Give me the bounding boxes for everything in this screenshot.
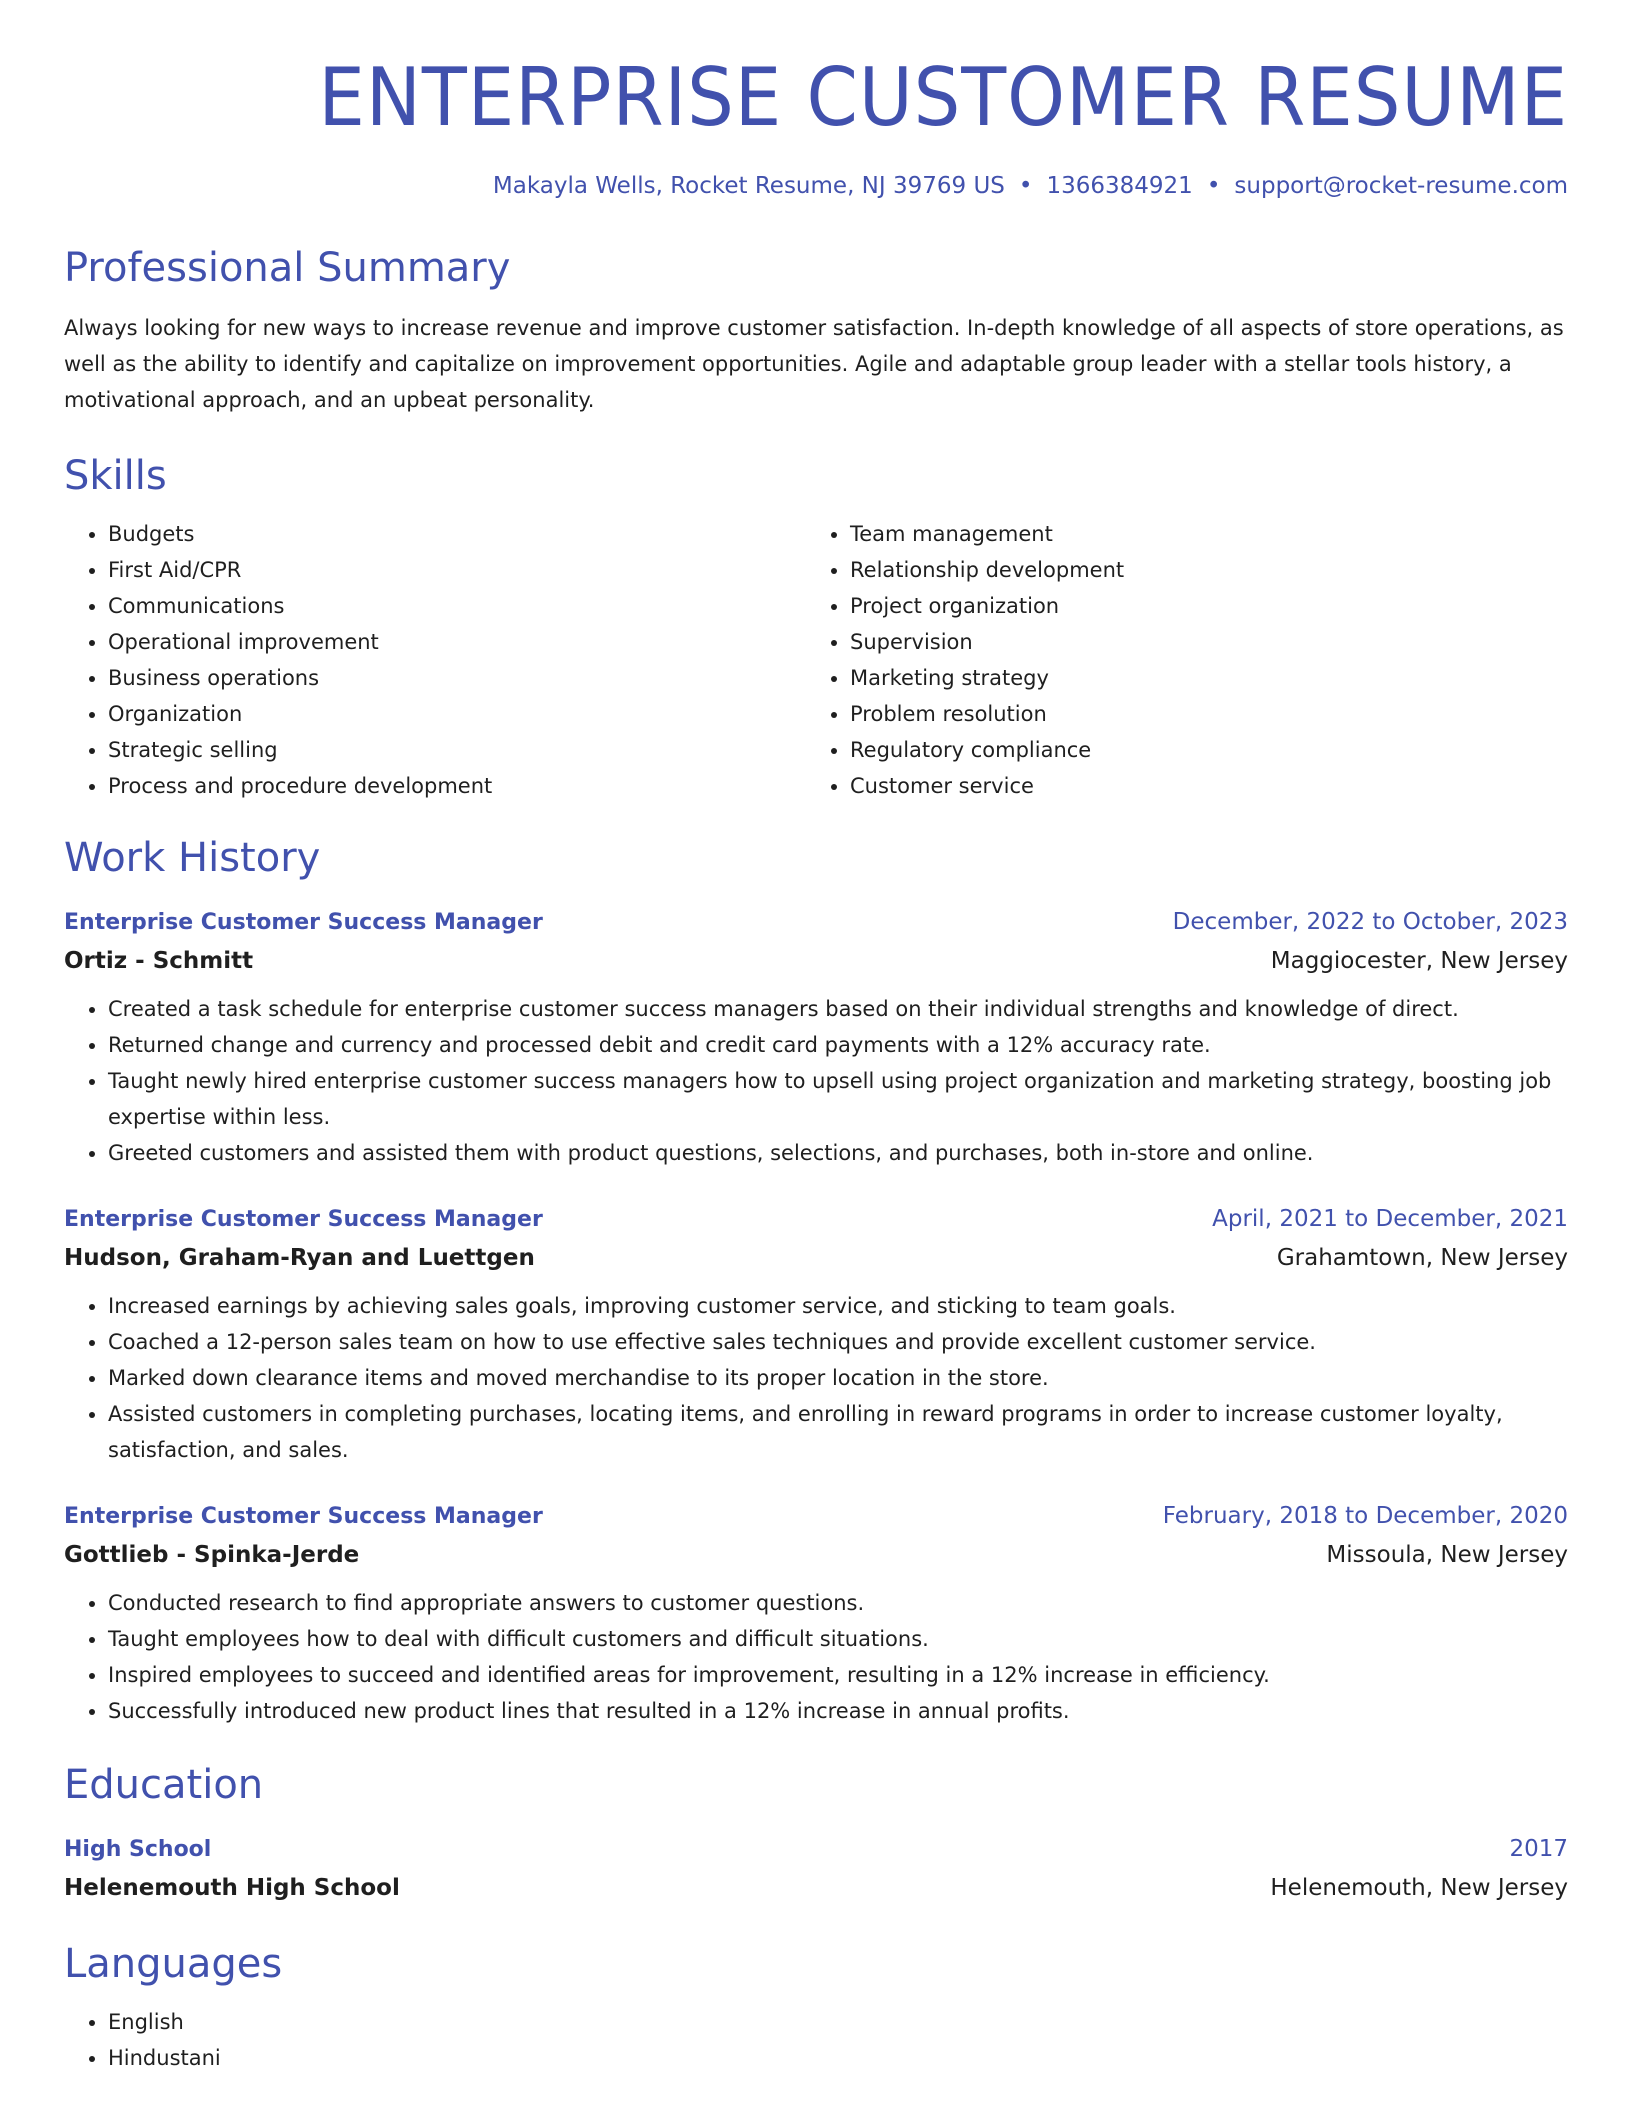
skill-item: • Supervision bbox=[850, 624, 1548, 660]
job-role: Enterprise Customer Success Manager bbox=[64, 910, 543, 935]
skill-item: • Communications bbox=[108, 588, 806, 624]
job-bullets bbox=[64, 991, 1568, 1171]
job-bullet: • Increased earnings by achieving sales goals, improving customer service, and sticking to team goals. bbox=[108, 1288, 1568, 1324]
skill-item: • Process and procedure development bbox=[108, 768, 806, 804]
skill-item: • Business operations bbox=[108, 660, 806, 696]
job-dates: April, 2021 to December, 2021 bbox=[1212, 1206, 1568, 1232]
skill-item: • Regulatory compliance bbox=[850, 732, 1548, 768]
job-bullet: • Created a task schedule for enterprise customer success managers based on their individual strengths and knowledge of direct. bbox=[108, 991, 1568, 1027]
job-bullet: • Marked down clearance items and moved merchandise to its proper location in the store. bbox=[108, 1360, 1568, 1396]
job-bullet: • Inspired employees to succeed and identified areas for improvement, resulting in a 12% increase in efficiency. bbox=[108, 1657, 1568, 1693]
contact-separator: • bbox=[1018, 173, 1033, 199]
job-bullets bbox=[64, 1585, 1568, 1729]
job-company: Gottlieb - Spinka-Jerde bbox=[64, 1542, 360, 1568]
job-bullet: • Greeted customers and assisted them with product questions, selections, and purchases, both in-store and online. bbox=[108, 1135, 1568, 1171]
education-year: 2017 bbox=[1509, 1836, 1568, 1862]
skills-list-right bbox=[806, 516, 1548, 804]
job-role: Enterprise Customer Success Manager bbox=[64, 1207, 543, 1232]
contact-email[interactable]: support@rocket-resume.com bbox=[1234, 173, 1568, 199]
contact-phone: 1366384921 bbox=[1046, 173, 1193, 199]
job-entry bbox=[64, 1498, 1568, 1729]
job-location: Maggiocester, New Jersey bbox=[1270, 948, 1568, 974]
education-entry bbox=[64, 1831, 1568, 1908]
job-role: Enterprise Customer Success Manager bbox=[64, 1504, 543, 1529]
summary-text: Always looking for new ways to increase revenue and improve customer satisfaction. In-depth knowledge of all aspects of store operations, as well as the ability to identify and capitalize on improvement opportunities. Agile and adaptable group leader with a stellar tools history, a motivational approach, and an upbeat personality. bbox=[64, 316, 1564, 412]
languages-list bbox=[64, 2004, 1568, 2076]
languages-heading: Languages bbox=[64, 1941, 283, 1987]
job-bullet: • Taught employees how to deal with difficult customers and difficult situations. bbox=[108, 1621, 1568, 1657]
job-bullet: • Returned change and currency and processed debit and credit card payments with a 12% accuracy rate. bbox=[108, 1027, 1568, 1063]
job-entry bbox=[64, 904, 1568, 1171]
job-bullet: • Conducted research to find appropriate answers to customer questions. bbox=[108, 1585, 1568, 1621]
skill-item: • Problem resolution bbox=[850, 696, 1548, 732]
job-entry bbox=[64, 1201, 1568, 1468]
work-history-heading: Work History bbox=[64, 835, 321, 881]
job-bullet: • Successfully introduced new product lines that resulted in a 12% increase in annual profits. bbox=[108, 1693, 1568, 1729]
language-item: • English bbox=[108, 2004, 1568, 2040]
job-company: Hudson, Graham-Ryan and Luettgen bbox=[64, 1245, 535, 1271]
skill-item: • Strategic selling bbox=[108, 732, 806, 768]
skill-item: • Project organization bbox=[850, 588, 1548, 624]
skill-item: • Relationship development bbox=[850, 552, 1548, 588]
education-heading: Education bbox=[64, 1762, 264, 1808]
skill-item: • Operational improvement bbox=[108, 624, 806, 660]
contact-separator: • bbox=[1206, 173, 1221, 199]
job-company: Ortiz - Schmitt bbox=[64, 948, 254, 974]
skill-item: • Customer service bbox=[850, 768, 1548, 804]
job-bullet: • Taught newly hired enterprise customer success managers how to upsell using project organization and marketing strategy, boosting job expertise within less. bbox=[108, 1063, 1568, 1135]
job-bullet: • Coached a 12-person sales team on how to use effective sales techniques and provide excellent customer service. bbox=[108, 1324, 1568, 1360]
skill-item: • Team management bbox=[850, 516, 1548, 552]
skill-item: • Budgets bbox=[108, 516, 806, 552]
job-dates: February, 2018 to December, 2020 bbox=[1162, 1503, 1568, 1529]
skills-list-left bbox=[64, 516, 806, 804]
skills-heading: Skills bbox=[64, 453, 167, 499]
summary-heading: Professional Summary bbox=[64, 245, 511, 291]
resume-page bbox=[64, 48, 1568, 2076]
resume-title: ENTERPRISE CUSTOMER RESUME bbox=[318, 51, 1568, 144]
job-dates: December, 2022 to October, 2023 bbox=[1172, 909, 1568, 935]
skills-grid bbox=[64, 516, 1568, 804]
job-bullet: • Assisted customers in completing purchases, locating items, and enrolling in reward programs in order to increase customer loyalty, satisfaction, and sales. bbox=[108, 1396, 1568, 1468]
contact-line bbox=[64, 170, 1568, 202]
education-degree: High School bbox=[64, 1837, 212, 1862]
skill-item: • Organization bbox=[108, 696, 806, 732]
job-bullets bbox=[64, 1288, 1568, 1468]
skill-item: • Marketing strategy bbox=[850, 660, 1548, 696]
contact-address: Makayla Wells, Rocket Resume, NJ 39769 US bbox=[492, 173, 1005, 199]
job-location: Missoula, New Jersey bbox=[1326, 1542, 1568, 1568]
education-school: Helenemouth High School bbox=[64, 1875, 400, 1901]
education-location: Helenemouth, New Jersey bbox=[1270, 1875, 1568, 1901]
language-item: • Hindustani bbox=[108, 2040, 1568, 2076]
skill-item: • First Aid/CPR bbox=[108, 552, 806, 588]
job-location: Grahamtown, New Jersey bbox=[1276, 1245, 1568, 1271]
